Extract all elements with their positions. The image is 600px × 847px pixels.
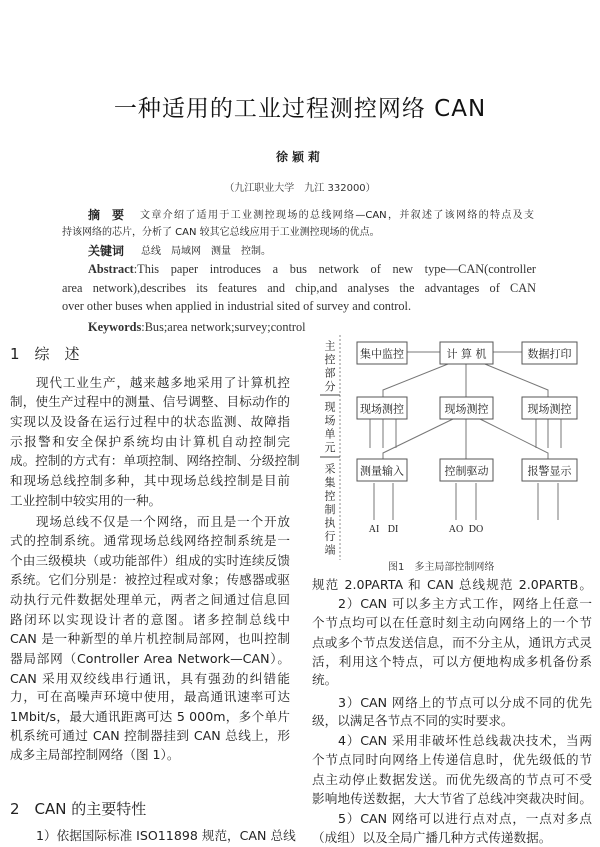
affiliation: （九江职业大学 九江 332000）: [224, 183, 376, 194]
body-text-line: 1Mbit/s，最大通讯距离可达 5 000m，多个单片: [10, 709, 290, 724]
body-text-line: 级，以满足各节点不同的实时要求。: [312, 713, 514, 728]
body-text-line: 5）CAN 网络可以进行点对点，一点对多点: [338, 811, 592, 826]
body-text-line: 点主动停止数据发送。而优先级高的节点可不受: [312, 772, 592, 787]
diagram-box-label: 数据打印: [527, 347, 572, 361]
diagram-box-label: 现场测控: [360, 402, 404, 416]
author: 徐颖莉: [275, 150, 324, 164]
keywords-cn: 总线 局域网 测量 控制。: [141, 246, 271, 257]
body-text-line: CAN 是一种新型的单片机控制局部网，也叫控制: [10, 631, 290, 646]
diagram-box-label: 报警显示: [527, 464, 572, 478]
body-text-line: 器局部网（Controller Area Network—CAN）。: [10, 651, 290, 666]
keywords-en-label: Keywords: [88, 320, 142, 334]
body-text-line: 成多主局部控制网络（图 1）。: [10, 747, 180, 762]
abstract-cn-label: 摘 要: [88, 208, 125, 222]
figure-1-caption: 图1 多主局部控制网络: [388, 562, 495, 573]
body-text-line: CAN 采用双绞线串行通讯，具有强劲的纠错能: [10, 671, 290, 686]
body-text-line: 3）CAN 网络上的节点可以分成不同的优先: [338, 695, 592, 710]
body-text-line: 活，利用这个特点，可以方便地构成多机备份系: [312, 654, 592, 669]
body-text-line: 实现以及设备在运行过程中的状态监测、故障指: [10, 414, 290, 429]
body-text-line: 动执行元件数据处理单元，两者之间通过信息回: [10, 592, 290, 607]
diagram-box-label: 集中监控: [360, 347, 404, 361]
io-label: DO: [468, 524, 484, 535]
abstract-en-line: over other buses when applied in industrial sited of survey and control.: [62, 299, 412, 313]
body-text-line: 点或多个节点发送信息，而不分主从，通讯方式灵: [312, 635, 592, 650]
body-text-line: 现场总线不仅是一个网络，而且是一个开放: [36, 514, 290, 529]
abstract-en-line: Abstract:This paper introduces a bus network of new type—CAN(controller: [88, 262, 536, 276]
body-text-line: （成组）以及全局广播几种方式传递数据。: [312, 830, 552, 845]
abstract-en-line: area network),describes its features and chip,and analyses the advantages of CAN: [62, 281, 536, 295]
body-text-line: 统。: [312, 672, 338, 687]
body-text-line: 个节点均可以在任意时刻主动向网络上的一个节: [312, 615, 592, 630]
figure-1-diagram: [300, 330, 600, 580]
connector-lines: [370, 352, 561, 520]
body-text-line: 2）CAN 可以多主方式工作，网络上任意一: [338, 596, 592, 611]
section-2-heading: 2 CAN 的主要特性: [10, 800, 147, 818]
body-text-line: 成。控制的方式有：单项控制、网络控制、分级控制: [10, 453, 300, 468]
diagram-box-label: 计 算 机: [446, 347, 487, 361]
diagram-boxes: [357, 342, 577, 481]
body-text-line: 和现场总线控制多种，其中现场总线控制是目前: [10, 473, 290, 488]
io-label: DI: [387, 524, 399, 535]
body-text-line: 规范 2.0PARTA 和 CAN 总线规范 2.0PARTB。: [312, 577, 592, 592]
body-text-line: 制，使生产过程中的测量、信号调整、目标动作的: [10, 394, 290, 409]
body-text-line: 1）依据国际标准 ISO11898 规范，CAN 总线: [36, 828, 296, 843]
abstract-cn-line: 持该网络的芯片，分析了 CAN 较其它总线应用于工业测控现场的优点。: [62, 227, 380, 238]
body-text-line: 4）CAN 采用非破坏性总线裁决技术，当两: [338, 733, 592, 748]
body-text-line: 现代工业生产，越来越多地采用了计算机控: [36, 375, 290, 390]
body-text-line: 路闭环以实现设计者的意图。诸多控制总线中: [10, 612, 290, 627]
body-text-line: 工业控制中较实用的一种。: [10, 493, 162, 508]
body-text-line: 个由三级模块（或功能部件）组成的实时连续反馈: [10, 553, 290, 568]
body-text-line: 个节点同时向网络上传递信息时，优先级低的节: [312, 752, 592, 767]
body-text-line: 力，可在高噪声环境中使用，最高通讯速率可达: [10, 689, 290, 704]
abstract-cn-line: 文章介绍了适用于工业测控现场的总线网络—CAN，并叙述了该网络的特点及支: [140, 210, 534, 221]
keywords-en: Keywords:Bus;area network;survey;control: [88, 320, 306, 334]
diagram-box-label: 控制驱动: [444, 464, 489, 478]
diagram-box-label: 现场测控: [527, 402, 572, 416]
body-text-line: 系统。它们分别是：被控过程或对象；传感器或驱: [10, 572, 290, 587]
io-label: AO: [448, 524, 464, 535]
abstract-en-label: Abstract: [88, 262, 134, 276]
side-label-acquisition-execution: 采集控制执行端: [323, 463, 336, 558]
body-text-line: 影响地传送数据，大大节省了总线冲突裁决时间。: [312, 791, 592, 806]
side-label-master-control: 主控部分: [323, 340, 336, 394]
keywords-cn-label: 关键词: [88, 244, 125, 258]
diagram-box-label: 现场测控: [444, 402, 489, 416]
io-labels: [369, 524, 484, 535]
body-text-line: 示报警和安全保护系统均由计算机自动控制完: [10, 434, 290, 449]
io-label: AI: [368, 524, 380, 535]
diagram-box-label: 测量输入: [360, 464, 404, 478]
body-text-line: 机系统可通过 CAN 控制器挂到 CAN 总线上，形: [10, 728, 290, 743]
side-label-field-unit: 现场单元: [323, 401, 336, 455]
paper-title: 一种适用的工业过程测控网络 CAN: [113, 96, 487, 122]
body-text-line: 式的控制系统。通常现场总线网络控制系统是一: [10, 533, 290, 548]
section-1-heading: 1 综 述: [10, 345, 80, 363]
